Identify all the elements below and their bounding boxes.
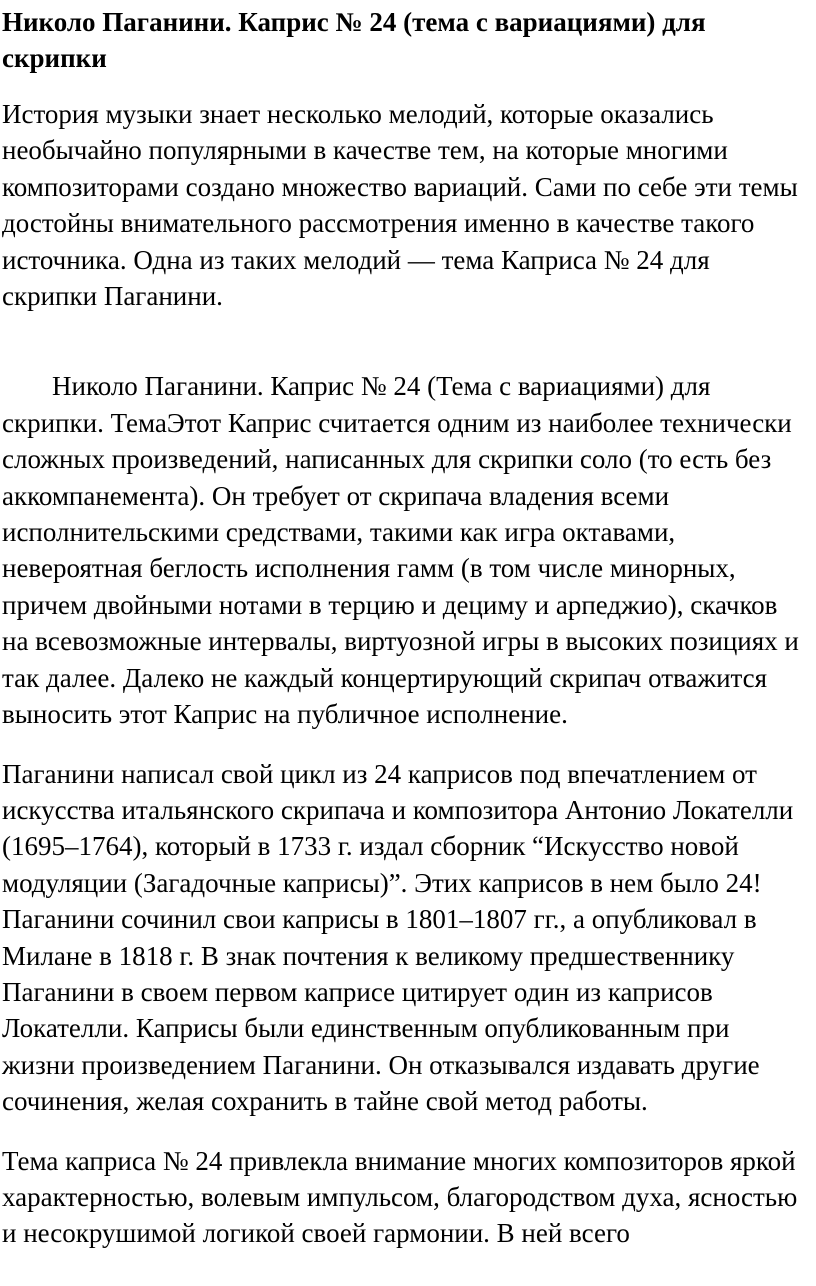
paragraph-caprice-description: Николо Паганини. Каприс № 24 (Тема с вариациями) для скрипки. ТемаЭтот Каприс считается одним из наиболее технически сложных произведений, написанных для скрипки соло (то есть без аккомпанемента). Он требует от скрипача владения всеми исполнительскими средствами, такими как игра октавами, невероятная беглость исполнения гамм (в том числе минорных, причем двойными нотами в терцию и дециму и арпеджио), скачков на всевозможные интервалы, виртуозной игры в высоких позициях и так далее. Далеко не каждый концертирующий скрипач отважится выносить этот Каприс на публичное исполнение. [2, 371, 799, 730]
document-title: Николо Паганини. Каприс № 24 (тема с вариациями) для скрипки [2, 7, 706, 73]
paragraph-theme: Тема каприса № 24 привлекла внимание многих композиторов яркой характерностью, волевым импульсом, благородством духа, ясностью и несокрушимой логикой своей гармонии. В ней всего [2, 1145, 798, 1249]
paragraph-history: Паганини написал свой цикл из 24 каприсов под впечатлением от искусства итальянского скрипача и композитора Антонио Локателли (1695–1764), который в 1733 г. издал сборник “Искусство новой модуляции (Загадочные каприсы)”. Этих каприсов в нем было 24! Паганини сочинил свои каприсы в 1801–1807 гг., а опубликовал в Милане в 1818 г. В знак почтения к великому предшественнику Паганини в своем первом каприсе цитирует один из каприсов Локателли. Каприсы были единственным опубликованным при жизни произведением Паганини. Он отказывался издавать другие сочинения, желая сохранить в тайне свой метод работы. [2, 758, 794, 1117]
paragraph-intro: История музыки знает несколько мелодий, которые оказались необычайно популярными в качестве тем, на которые многими композиторами создано множество вариаций. Сами по себе эти темы достойны внимательного рассмотрения именно в качестве такого источника. Одна из таких мелодий — тема Каприса № 24 для скрипки Паганини. [2, 99, 798, 312]
